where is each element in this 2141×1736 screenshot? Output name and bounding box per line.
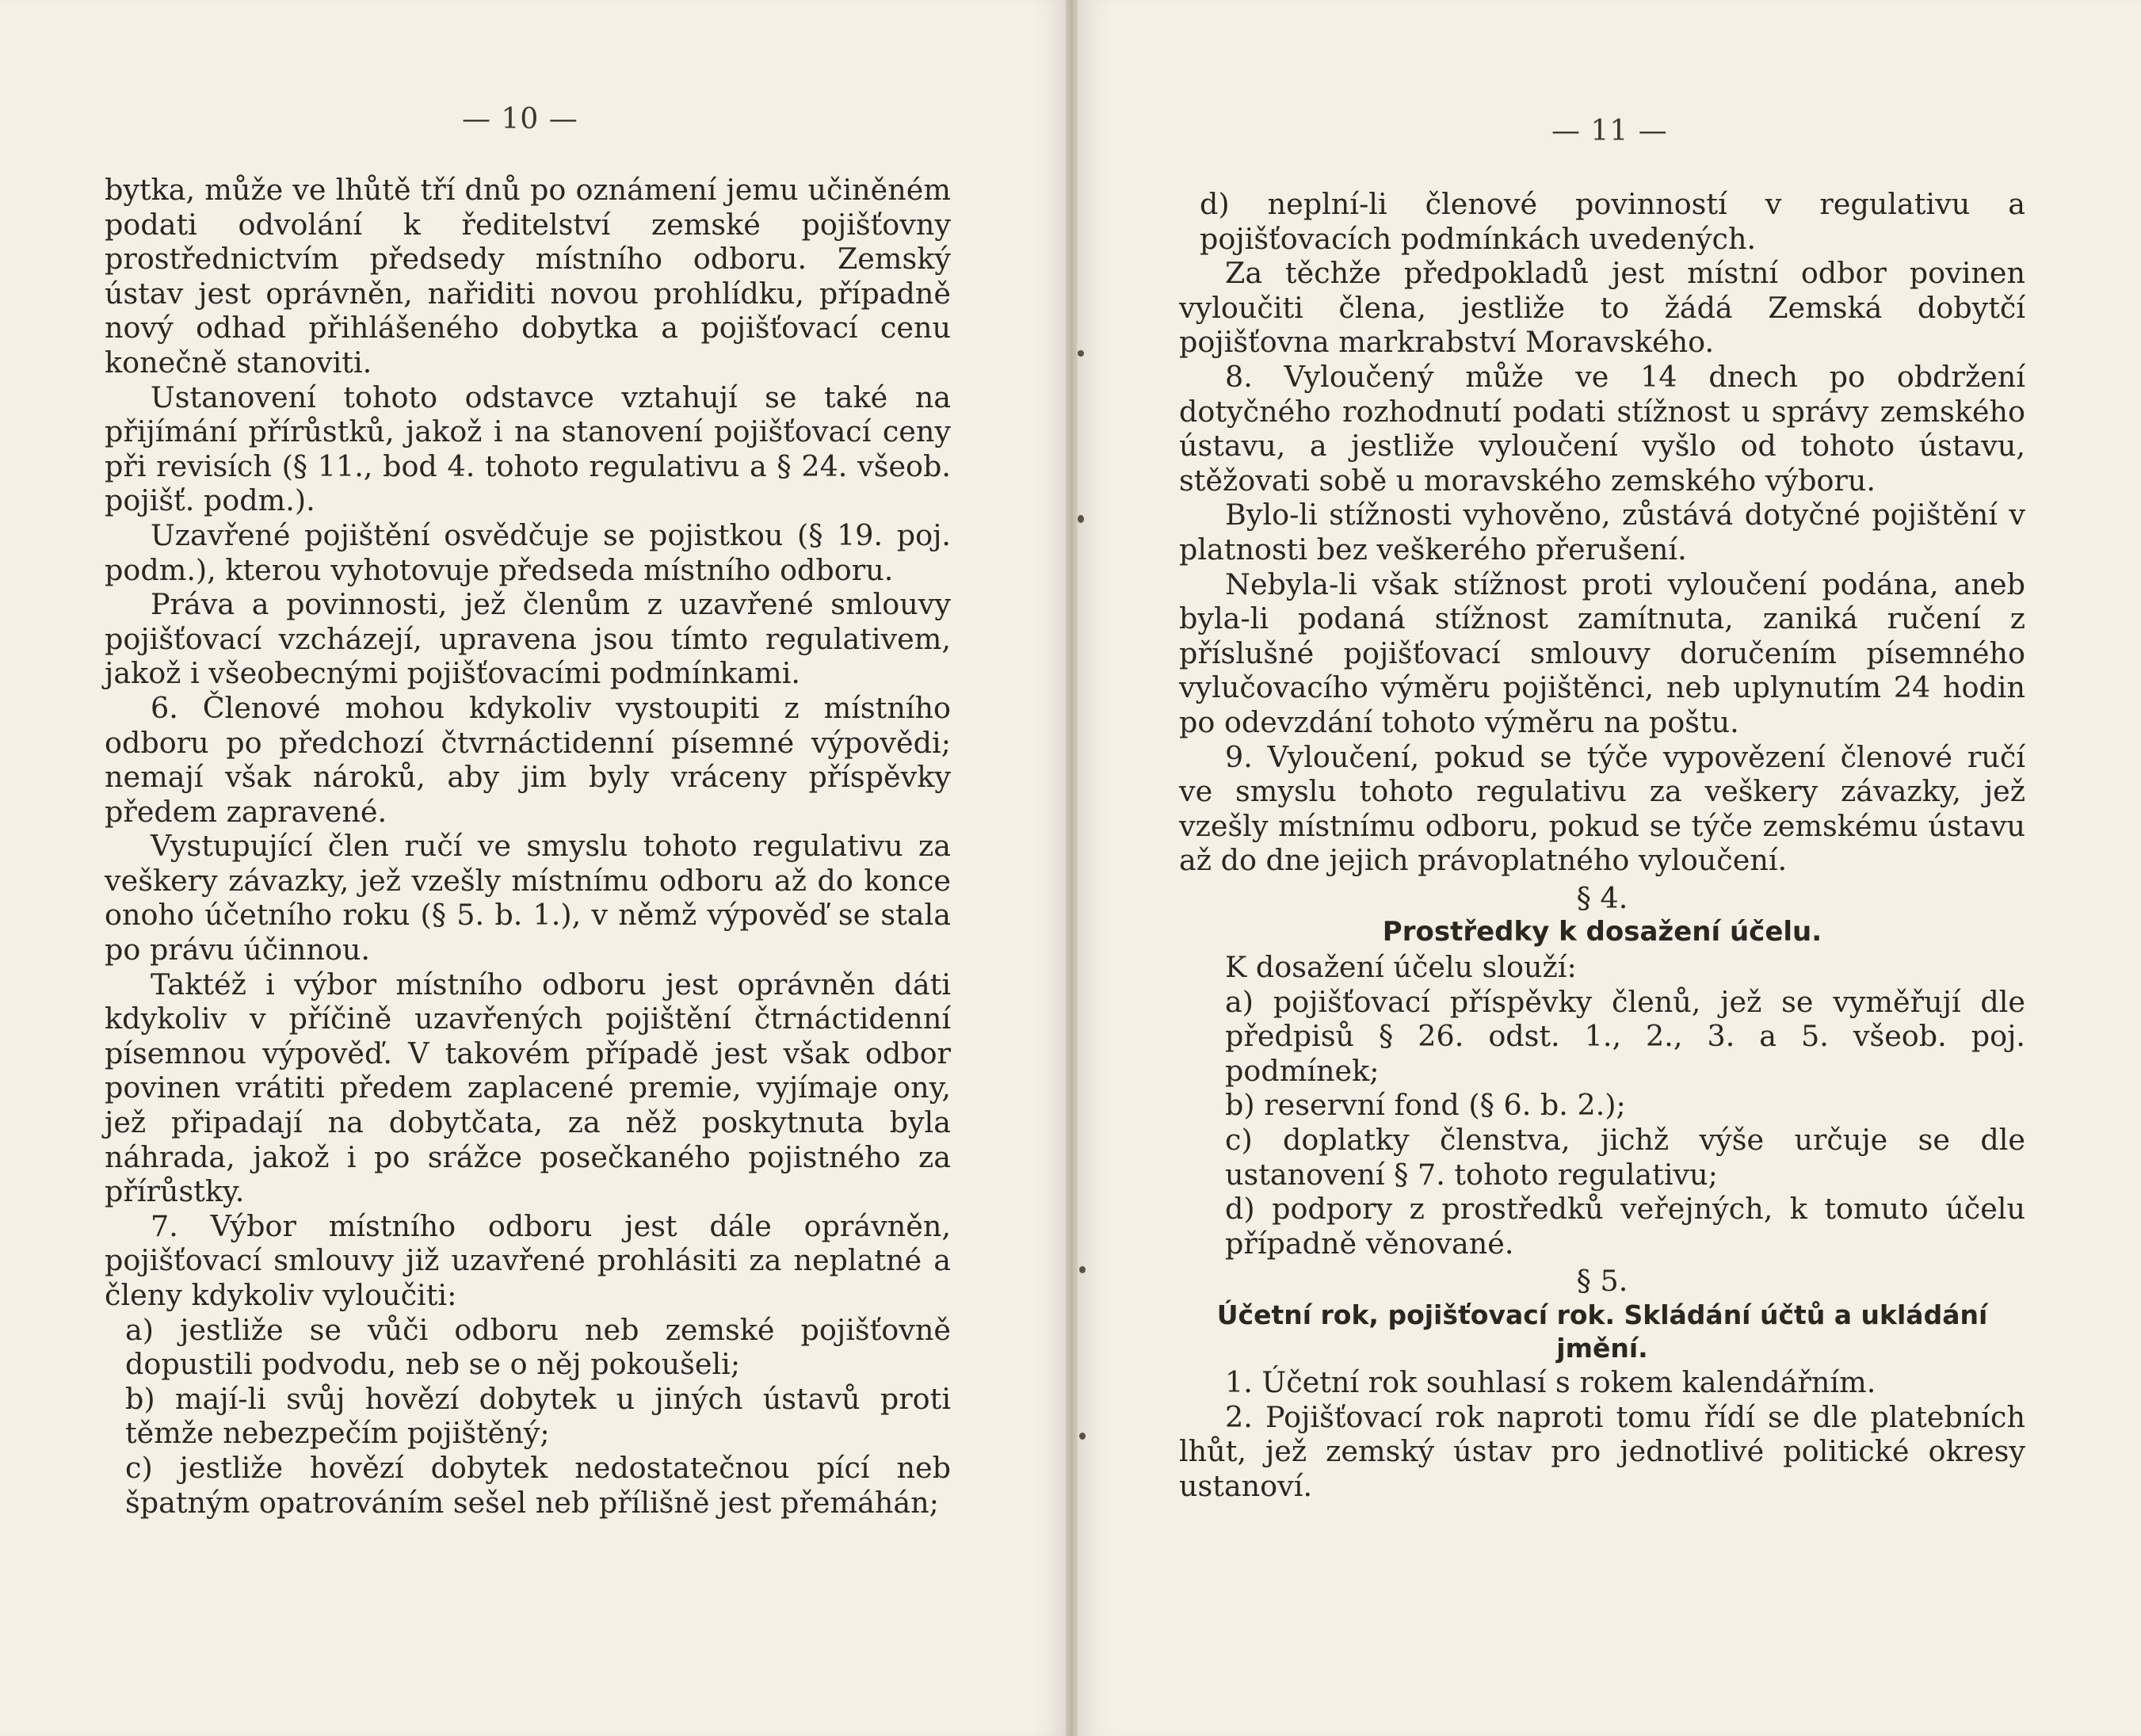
page-number-right: — 11 —	[1551, 115, 1668, 147]
left-page-text	[105, 173, 951, 1520]
right-page-text	[1179, 187, 2025, 1503]
paragraph: 2. Pojišťovací rok naproti tomu řídí se dle platebních lhůt, jež zemský ústav pro jednotlivé politické okresy ustanoví.	[1179, 1399, 2025, 1503]
page-number-left: — 10 —	[462, 103, 578, 135]
paragraph: Vystupující člen ručí ve smyslu tohoto regulativu za veškery závazky, jež vzešly místnímu odboru až do konce onoho účetního roku (§ 5. b. 1.), v němž výpověď se stala po právu účinnou.	[105, 829, 951, 967]
paragraph: d) neplní-li členové povinností v regulativu a pojišťovacích podmínkách uvedených.	[1200, 187, 2025, 256]
binding-hole-mark	[1078, 515, 1084, 523]
paragraph: b) reservní fond (§ 6. b. 2.);	[1225, 1088, 1626, 1123]
paragraph: 6. Členové mohou kdykoliv vystoupiti z místního odboru po předchozí čtvrnáctidenní písemné výpovědi; nemají však nároků, aby jim byly vráceny příspěvky předem zapravené.	[105, 690, 951, 829]
paragraph: bytka, může ve lhůtě tří dnů po oznámení jemu učiněném podati odvolání k ředitelství zemské pojišťovny prostřednictvím předsedy místního odboru. Zemský ústav jest oprávněn, nařiditi novou prohlídku, případně nový odhad přihlášeného dobytka a pojišťovací cenu konečně stanoviti.	[105, 173, 951, 380]
paragraph: c) jestliže hovězí dobytek nedostatečnou pící neb špatným opatrováním sešel neb přílišně jest přemáhán;	[125, 1450, 951, 1520]
left-page	[0, 0, 1066, 1736]
paragraph: Práva a povinnosti, jež členům z uzavřené smlouvy pojišťovací vzcházejí, upravena jsou tímto regulativem, jakož i všeobecnými pojišťovacími podmínkami.	[105, 587, 951, 691]
section-number: § 4.	[1576, 880, 1628, 915]
paragraph: c) doplatky členstva, jichž výše určuje se dle ustanovení § 7. tohoto regulativu;	[1225, 1123, 2025, 1192]
paragraph: a) pojišťovací příspěvky členů, jež se vyměřují dle předpisů § 26. odst. 1., 2., 3. a 5. všeob. poj. podmínek;	[1225, 984, 2025, 1088]
paragraph: 7. Výbor místního odboru jest dále oprávněn, pojišťovací smlouvy již uzavřené prohlásiti za neplatné a členy kdykoliv vyloučiti:	[105, 1208, 951, 1312]
paragraph: d) podpory z prostředků veřejných, k tomuto účelu případně věnované.	[1225, 1192, 2025, 1261]
paragraph: Bylo-li stížnosti vyhověno, zůstává dotyčné pojištění v platnosti bez veškerého přerušení.	[1179, 498, 2025, 567]
paragraph: 9. Vyloučení, pokud se týče vypovězení členové ručí ve smyslu tohoto regulativu za veškery závazky, jež vzešly místnímu odboru, pokud se týče zemskému ústavu až do dne jejich právoplatného vyloučení.	[1179, 739, 2025, 878]
section-number: § 5.	[1576, 1264, 1628, 1299]
section-heading: Účetní rok, pojišťovací rok. Skládání účtů a ukládání jmění.	[1216, 1299, 1988, 1364]
binding-hole-mark	[1079, 1266, 1086, 1273]
paragraph: b) mají-li svůj hovězí dobytek u jiných ústavů proti těmže nebezpečím pojištěný;	[125, 1381, 951, 1451]
paragraph: Za těchže předpokladů jest místní odbor povinen vyloučiti člena, jestliže to žádá Zemská dobytčí pojišťovna markrabství Moravského.	[1179, 256, 2025, 360]
paragraph: Taktéž i výbor místního odboru jest oprávněn dáti kdykoliv v příčině uzavřených pojištění čtrnáctidenní písemnou výpověď. V takovém případě jest však odbor povinen vrátiti předem zaplacené premie, vyjímaje ony, jež připadají na dobytčata, za něž poskytnuta byla náhrada, jakož i po srážce posečkaného pojistného za přírůstky.	[105, 967, 951, 1209]
right-page	[1078, 0, 2141, 1736]
paragraph: 1. Účetní rok souhlasí s rokem kalendářním.	[1225, 1365, 1876, 1399]
binding-hole-mark	[1079, 1433, 1086, 1440]
binding-hole-mark	[1078, 350, 1084, 357]
paragraph: Uzavřené pojištění osvědčuje se pojistkou (§ 19. poj. podm.), kterou vyhotovuje předseda místního odboru.	[105, 517, 951, 587]
paragraph: Nebyla-li však stížnost proti vyloučení podána, aneb byla-li podaná stížnost zamítnuta, zaniká ručení z příslušné pojišťovací smlouvy doručením písemného vylučovacího výměru pojištěnci, neb uplynutím 24 hodin po odevzdání tohoto výměru na poštu.	[1179, 567, 2025, 739]
book-gutter	[1066, 0, 1078, 1736]
paragraph: Ustanovení tohoto odstavce vztahují se také na přijímání přírůstků, jakož i na stanovení pojišťovací ceny při revisích (§ 11., bod 4. tohoto regulativu a § 24. všeob. pojišť. podm.).	[105, 380, 951, 518]
section-heading: Prostředky k dosažení účelu.	[1382, 916, 1822, 948]
paragraph: a) jestliže se vůči odboru neb zemské pojišťovně dopustili podvodu, neb se o něj pokoušeli;	[125, 1312, 951, 1382]
paragraph: 8. Vyloučený může ve 14 dnech po obdržení dotyčného rozhodnutí podati stížnost u správy zemského ústavu, a jestliže vyloučení vyšlo od tohoto ústavu, stěžovati sobě u moravského zemského výboru.	[1179, 359, 2025, 498]
paragraph: K dosažení účelu slouží:	[1225, 950, 1577, 985]
